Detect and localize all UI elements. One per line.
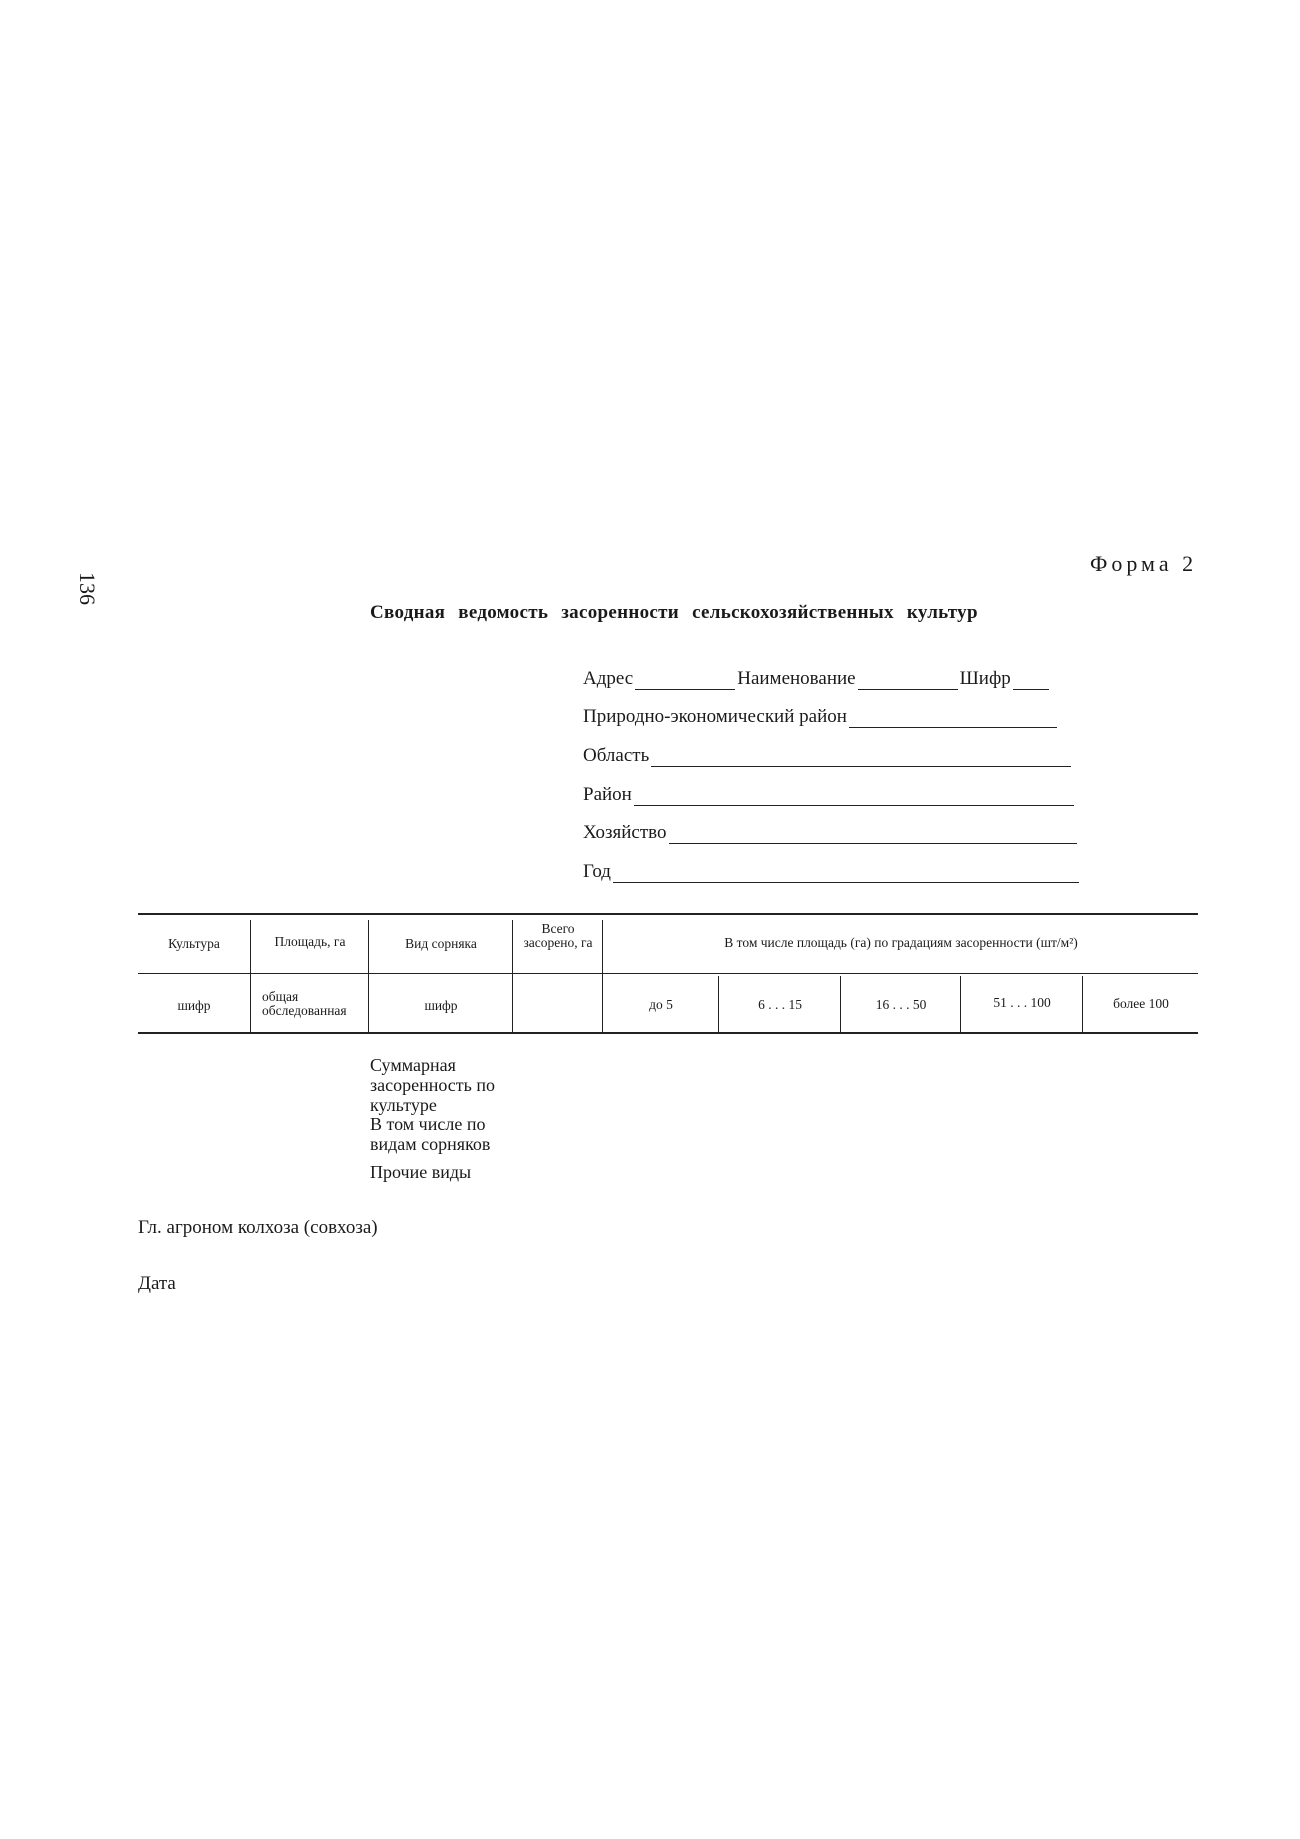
- subrow-area: общая обследованная: [262, 989, 347, 1018]
- table-divider: [250, 920, 251, 1032]
- district-blank[interactable]: [634, 787, 1074, 806]
- table-bottom-rule: [138, 1032, 1198, 1034]
- farm-blank[interactable]: [669, 825, 1077, 844]
- oblast-blank[interactable]: [651, 748, 1071, 767]
- agronomist-signature-line: Гл. агроном колхоза (совхоза): [138, 1217, 378, 1238]
- table-divider: [602, 920, 603, 1032]
- region-label: Природно-экономический район: [583, 706, 847, 727]
- page-number: 136: [75, 572, 100, 605]
- gradation-cell: более 100: [1113, 996, 1169, 1011]
- table-divider: [368, 920, 369, 1032]
- gradation-cell: 6 . . . 15: [758, 997, 802, 1012]
- table-header-rule: [138, 973, 1198, 974]
- year-row: [583, 861, 1081, 883]
- address-row: [583, 668, 1051, 690]
- code-blank[interactable]: [1013, 671, 1049, 690]
- name-blank[interactable]: [858, 671, 958, 690]
- header-area: Площадь, га: [274, 934, 346, 949]
- year-label: Год: [583, 861, 611, 882]
- table-top-rule: [138, 913, 1198, 915]
- oblast-row: [583, 745, 1073, 767]
- gradation-cell: 51 . . . 100: [993, 995, 1051, 1010]
- table-divider: [1082, 976, 1083, 1032]
- page-title: Сводная ведомость засоренности сельскохозяйственных культур: [370, 602, 978, 623]
- code-label: Шифр: [959, 668, 1011, 689]
- summary-other: Прочие виды: [370, 1162, 472, 1182]
- header-gradations: В том числе площадь (га) по градациям засоренности (шт/м²): [724, 935, 1078, 950]
- table-divider: [960, 976, 961, 1032]
- header-crop: Культура: [168, 936, 220, 951]
- gradation-cell: 16 . . . 50: [875, 997, 927, 1012]
- header-weed-type: Вид сорняка: [405, 936, 477, 951]
- region-row: [583, 706, 1059, 728]
- address-label: Адрес: [583, 668, 634, 689]
- farm-label: Хозяйство: [583, 822, 667, 843]
- table-divider: [512, 920, 513, 1032]
- oblast-label: Область: [583, 745, 650, 766]
- address-blank[interactable]: [635, 671, 735, 690]
- summary-total: Суммарная засоренность по культуре: [370, 1055, 495, 1115]
- district-row: [583, 784, 1076, 806]
- form-label: Форма 2: [1090, 551, 1198, 576]
- header-total-weedy: Всего засорено, га: [523, 921, 593, 950]
- year-blank[interactable]: [613, 864, 1079, 883]
- name-label: Наименование: [737, 668, 856, 689]
- region-blank[interactable]: [849, 709, 1057, 728]
- date-line: Дата: [138, 1273, 176, 1294]
- summary-by-weed: В том числе по видам сорняков: [370, 1114, 491, 1154]
- district-label: Район: [583, 784, 632, 805]
- table-divider: [718, 976, 719, 1032]
- table-divider: [840, 976, 841, 1032]
- subrow-crop: шифр: [177, 998, 211, 1013]
- gradation-cell: до 5: [649, 997, 673, 1012]
- farm-row: [583, 822, 1079, 844]
- subrow-weed-type: шифр: [424, 998, 458, 1013]
